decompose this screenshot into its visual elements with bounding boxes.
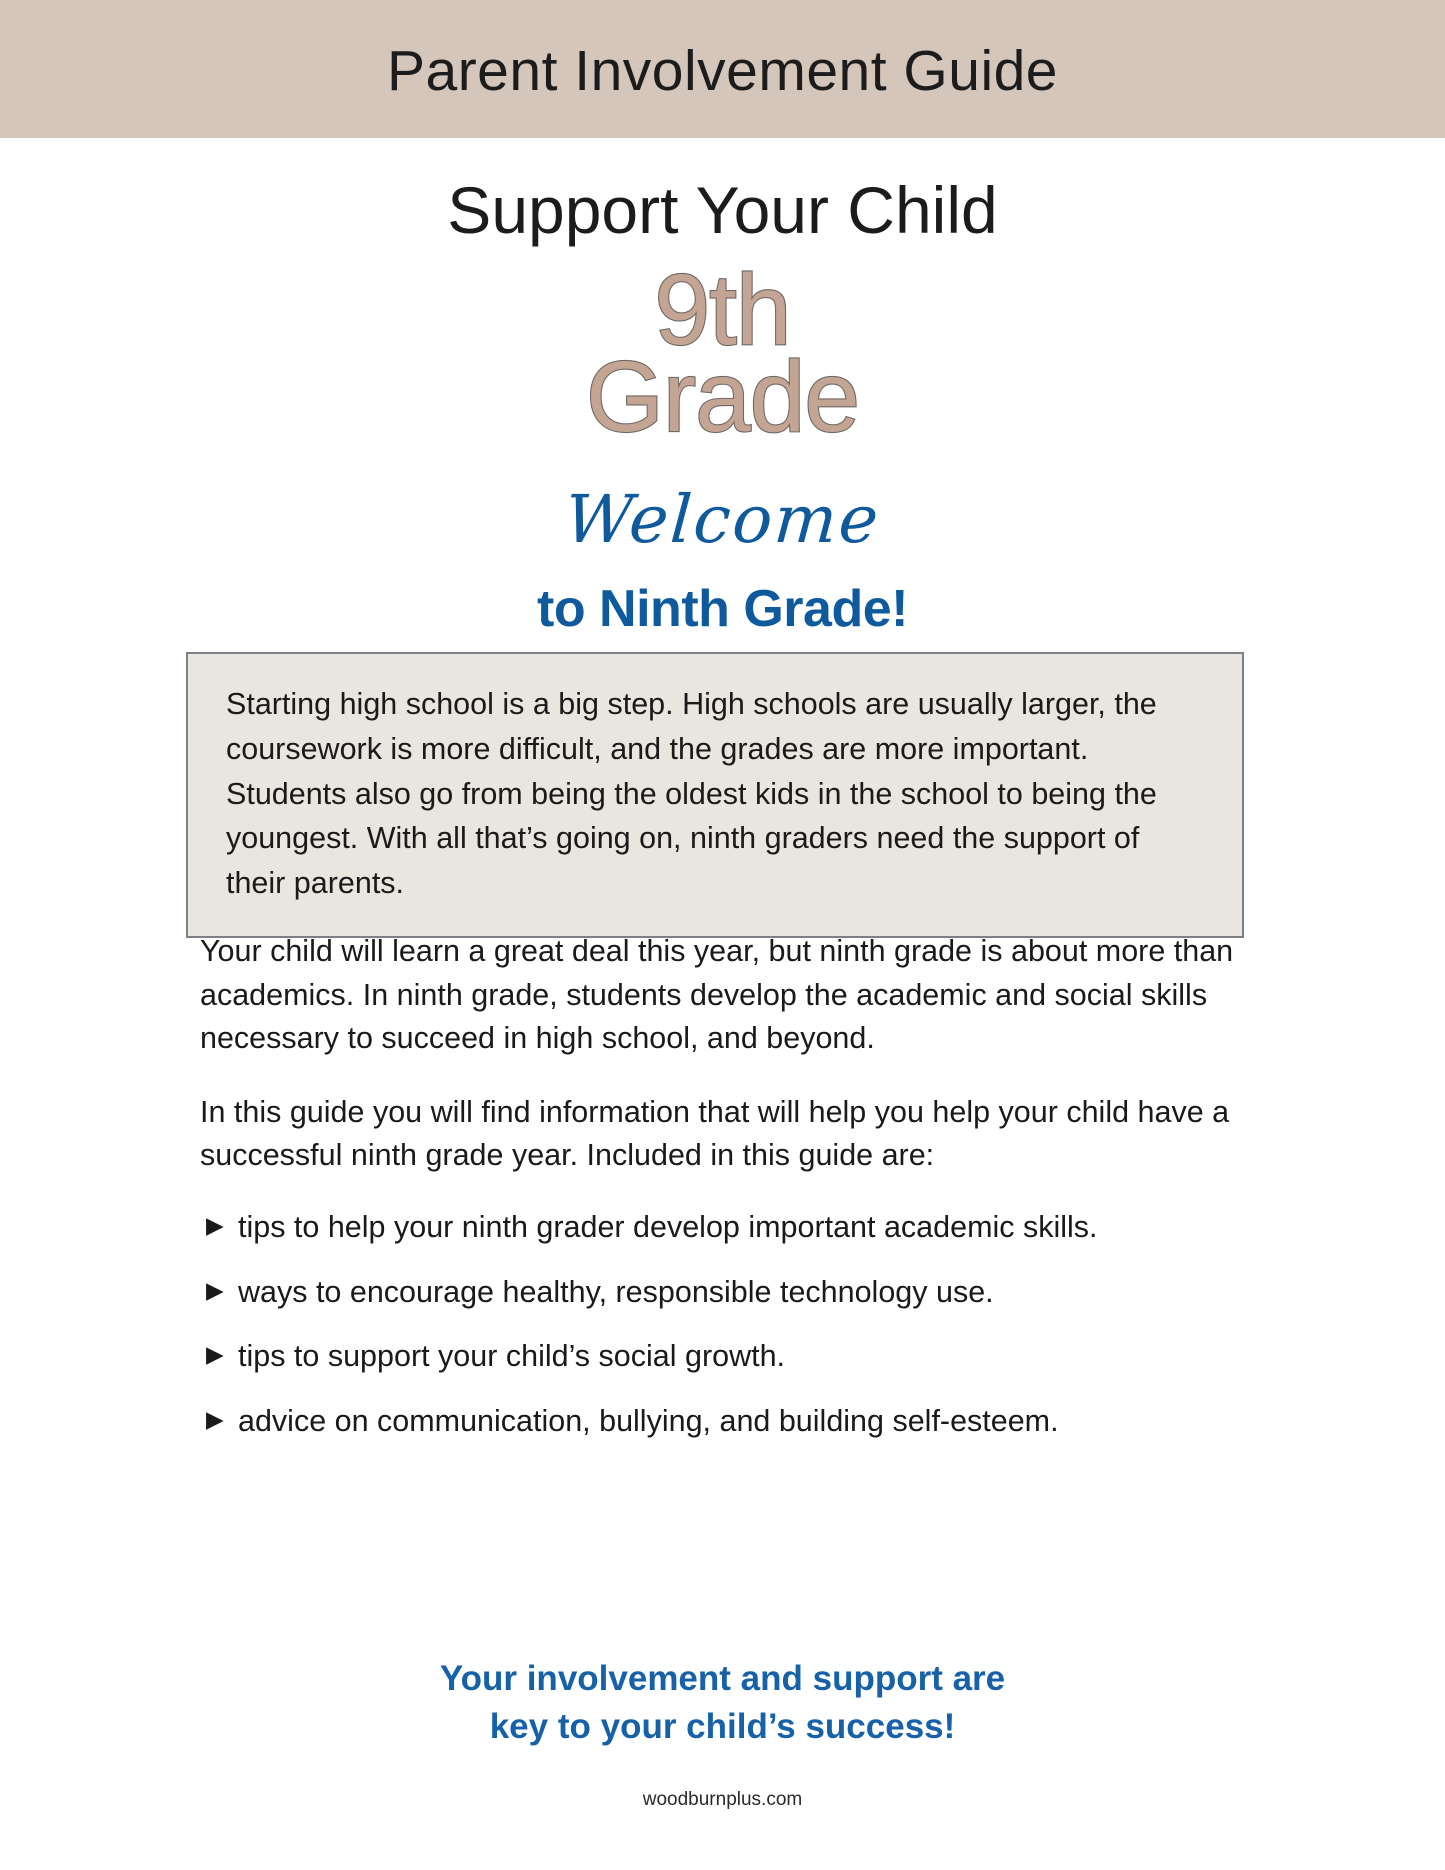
grade-wordmark — [0, 254, 1445, 454]
intro-callout-box — [186, 652, 1244, 938]
list-item — [200, 1402, 1260, 1442]
list-item — [200, 1337, 1260, 1377]
header-band-title: Parent Involvement Guide — [386, 38, 1059, 103]
list-item — [200, 1273, 1260, 1313]
triangle-bullet-icon: ▶ — [206, 1276, 224, 1303]
triangle-bullet-icon: ▶ — [206, 1212, 224, 1239]
grade-wordmark-line-2: Grade — [586, 341, 859, 454]
list-item-label: tips to support your child’s social growth. — [238, 1339, 786, 1374]
welcome-subtitle: to Ninth Grade! — [537, 580, 908, 639]
closing-statement-line-2: key to your child’s success! — [489, 1707, 956, 1747]
body-copy — [200, 930, 1260, 1467]
list-item-label: tips to help your ninth grader develop important academic skills. — [238, 1210, 1098, 1245]
welcome-script-heading: Welcome — [562, 481, 883, 559]
body-paragraph-2: In this guide you will find information that will help you help your child have a successful ninth grade year. Included in this guide are: — [200, 1094, 1230, 1173]
list-item — [200, 1208, 1260, 1248]
closing-statement — [0, 1655, 1445, 1752]
list-item-label: advice on communication, bullying, and building self-esteem. — [238, 1403, 1059, 1438]
header-band — [0, 0, 1445, 138]
triangle-bullet-icon: ▶ — [206, 1405, 224, 1432]
grade-wordmark-line-1: 9th — [654, 254, 791, 367]
closing-statement-line-1: Your involvement and support are — [439, 1659, 1006, 1698]
triangle-bullet-icon: ▶ — [206, 1341, 224, 1368]
page-content — [0, 138, 1445, 639]
body-paragraph-1: Your child will learn a great deal this year, but ninth grade is about more than academics. In ninth grade, students develop the academic and social skills necessary to succeed in high school, and beyond. — [200, 934, 1234, 1056]
guide-contents-list — [200, 1208, 1260, 1442]
intro-callout-text: Starting high school is a big step. High schools are usually larger, the coursework is more difficult, and the grades are more important. Students also go from being the oldest kids in the school to being the youngest. With all that’s going on, ninth graders need the support of their parents. — [226, 687, 1157, 901]
page-title: Support Your Child — [447, 173, 998, 247]
footer-website: woodburnplus.com — [642, 1789, 803, 1810]
list-item-label: ways to encourage healthy, responsible technology use. — [238, 1274, 994, 1309]
